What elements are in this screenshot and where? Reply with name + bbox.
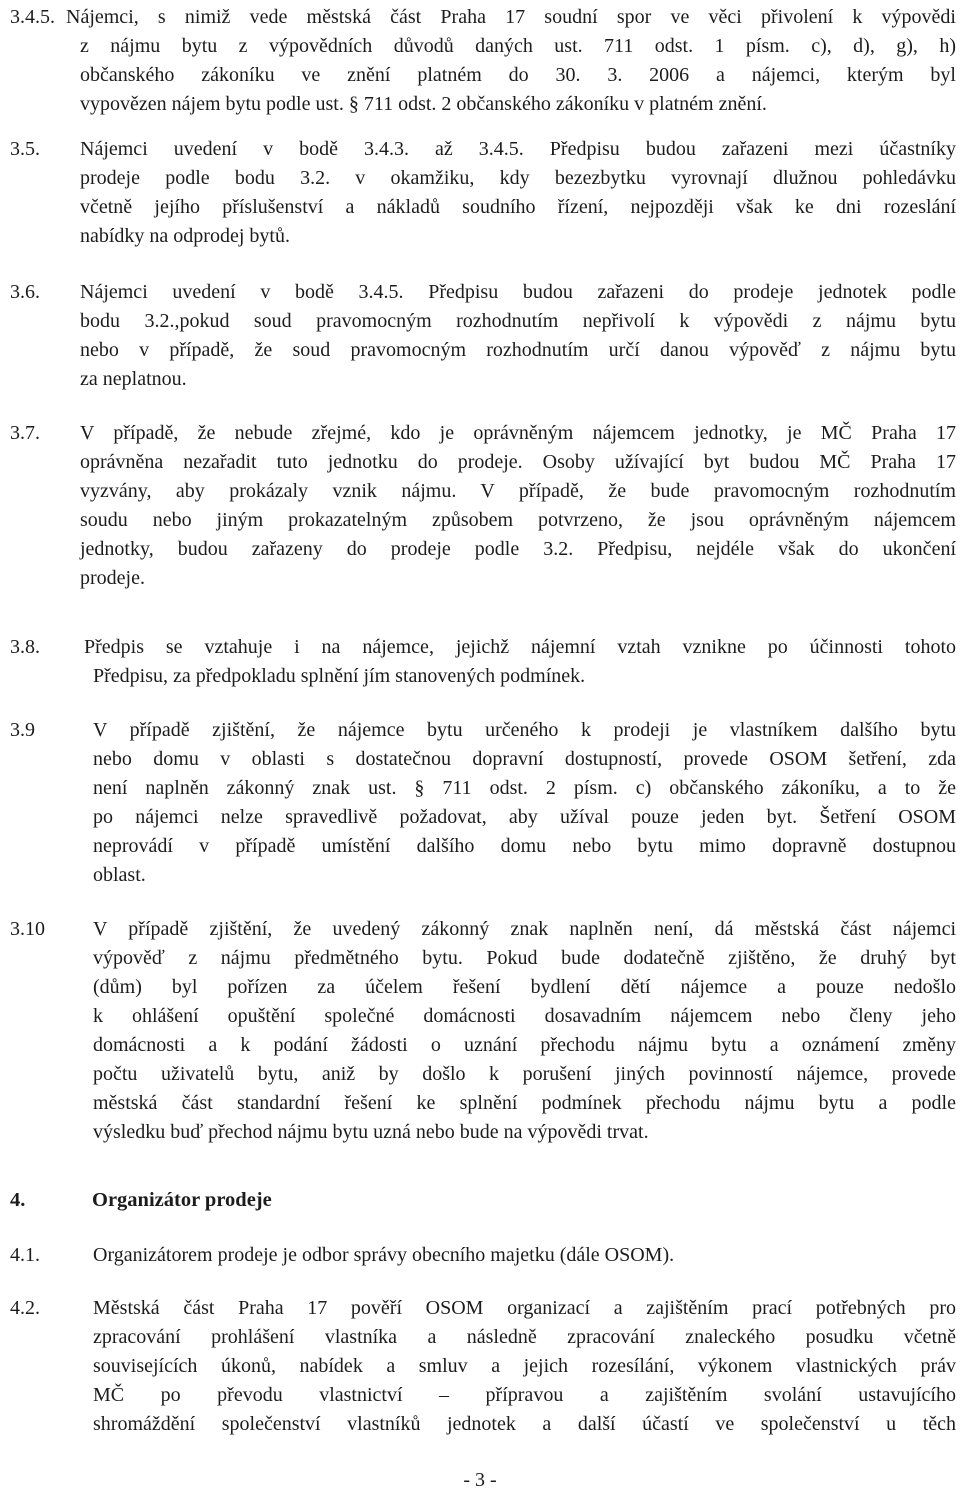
paragraph-3-6 [10, 278, 956, 394]
paragraph-4-1 [10, 1241, 956, 1270]
paragraph-3-8 [10, 633, 956, 691]
paragraph-text: V případě, že nebude zřejmé, kdo je oprávněným nájemcem jednotky, je MČ Praha 17 oprávněna nezařadit tuto jednotku do prodeje. Osoby užívající byt budou MČ Praha 17 vyzvány, aby prokázaly vznik nájmu. V případě, že bude pravomocným rozhodnutím soudu nebo jiným prokazatelným způsobem potvrzeno, že jsou oprávněným nájemcem jednotky, budou zařazeny do prodeje podle 3.2. Předpisu, nejdéle však do ukončení prodeje. [80, 422, 956, 589]
paragraph-3-10 [10, 915, 956, 1147]
section-heading-title: Organizátor prodeje [92, 1189, 272, 1211]
paragraph-number: 4.2. [10, 1297, 40, 1319]
paragraph-3-4-5 [10, 3, 956, 119]
paragraph-number: 3.6. [10, 281, 40, 303]
paragraph-number: 4.1. [10, 1244, 40, 1266]
paragraph-number: 3.10 [10, 918, 45, 940]
paragraph-text: Organizátorem prodeje je odbor správy obecního majetku (dále OSOM). [93, 1244, 675, 1266]
paragraph-number: 3.9 [10, 719, 35, 741]
paragraph-text: V případě zjištění, že nájemce bytu určeného k prodeji je vlastníkem dalšího bytu nebo domu v oblasti s dostatečnou dopravní dostupností, provede OSOM šetření, zda není naplněn zákonný znak ust. § 711 odst. 2 písm. c) občanského zákoníku, a to že po nájemci nelze spravedlivě požadovat, aby užíval pouze jeden byt. Šetření OSOM neprovádí v případě umístění dalšího domu nebo bytu mimo dopravně dostupnou oblast. [93, 719, 956, 886]
paragraph-text: Nájemci uvedení v bodě 3.4.5. Předpisu budou zařazeni do prodeje jednotek podle bodu 3.2.,pokud soud pravomocným rozhodnutím nepřivolí k výpovědi z nájmu bytu nebo v případě, že soud pravomocným rozhodnutím určí danou výpověď z nájmu bytu za neplatnou. [80, 281, 956, 390]
paragraph-number: 3.5. [10, 138, 40, 160]
paragraph-3-5 [10, 135, 956, 251]
paragraph-text-continued: z nájmu bytu z výpovědních důvodů daných ust. 711 odst. 1 písm. c), d), g), h) občanského zákoníku ve znění platném do 30. 3. 2006 a nájemci, kterým byl vypovězen nájem bytu podle ust. § 711 odst. 2 občanského zákoníku v platném znění. [80, 35, 956, 115]
paragraph-text: Nájemci, s nimiž vede městská část Praha 17 soudní spor ve věci přivolení k výpovědi [66, 6, 956, 28]
paragraph-text: Nájemci uvedení v bodě 3.4.3. až 3.4.5. Předpisu budou zařazeni mezi účastníky prodeje podle bodu 3.2. v okamžiku, kdy bezezbytku vyrovnají dlužnou pohledávku včetně jejího příslušenství a nákladů soudního řízení, nejpozději však ke dni rozeslání nabídky na odprodej bytů. [80, 138, 956, 247]
paragraph-3-9 [10, 716, 956, 890]
page-number: - 3 - [463, 1469, 497, 1491]
paragraph-text: Městská část Praha 17 pověří OSOM organizací a zajištěním prací potřebných pro zpracování prohlášení vlastníka a následně zpracování znaleckého posudku včetně souvisejících úkonů, nabídek a smluv a jejich rozesílání, výkonem vlastnických práv MČ po převodu vlastnictví – přípravou a zajištěním svolání ustavujícího shromáždění společenství vlastníků jednotek a další účastí ve společenství u těch [93, 1297, 956, 1435]
section-heading [10, 1186, 272, 1215]
paragraph-text: V případě zjištění, že uvedený zákonný znak naplněn není, dá městská část nájemci výpověď z nájmu předmětného bytu. Pokud bude dodatečně zjištěno, že druhý byt (dům) byl pořízen za účelem řešení bydlení dětí nájemce a pouze nedošlo k ohlášení opuštění společné domácnosti dosavadním nájemcem nebo členy jeho domácnosti a k podání žádosti o uznání přechodu nájmu bytu a oznámení změny počtu uživatelů bytu, aniž by došlo k porušení jiných povinností nájemce, provede městská část standardní řešení ke splnění podmínek přechodu nájmu bytu a podle výsledku buď přechod nájmu bytu uzná nebo bude na výpovědi trvat. [93, 918, 956, 1143]
paragraph-number: 3.4.5. [10, 6, 55, 28]
paragraph-text: Předpis se vztahuje i na nájemce, jejichž nájemní vztah vznikne po účinnosti tohoto [84, 636, 956, 658]
section-heading-number: 4. [10, 1189, 26, 1211]
paragraph-4-2 [10, 1294, 956, 1439]
paragraph-3-7 [10, 419, 956, 593]
paragraph-text-continued: Předpisu, za předpokladu splnění jím stanovených podmínek. [93, 665, 586, 687]
paragraph-number: 3.8. [10, 636, 40, 658]
paragraph-number: 3.7. [10, 422, 40, 444]
